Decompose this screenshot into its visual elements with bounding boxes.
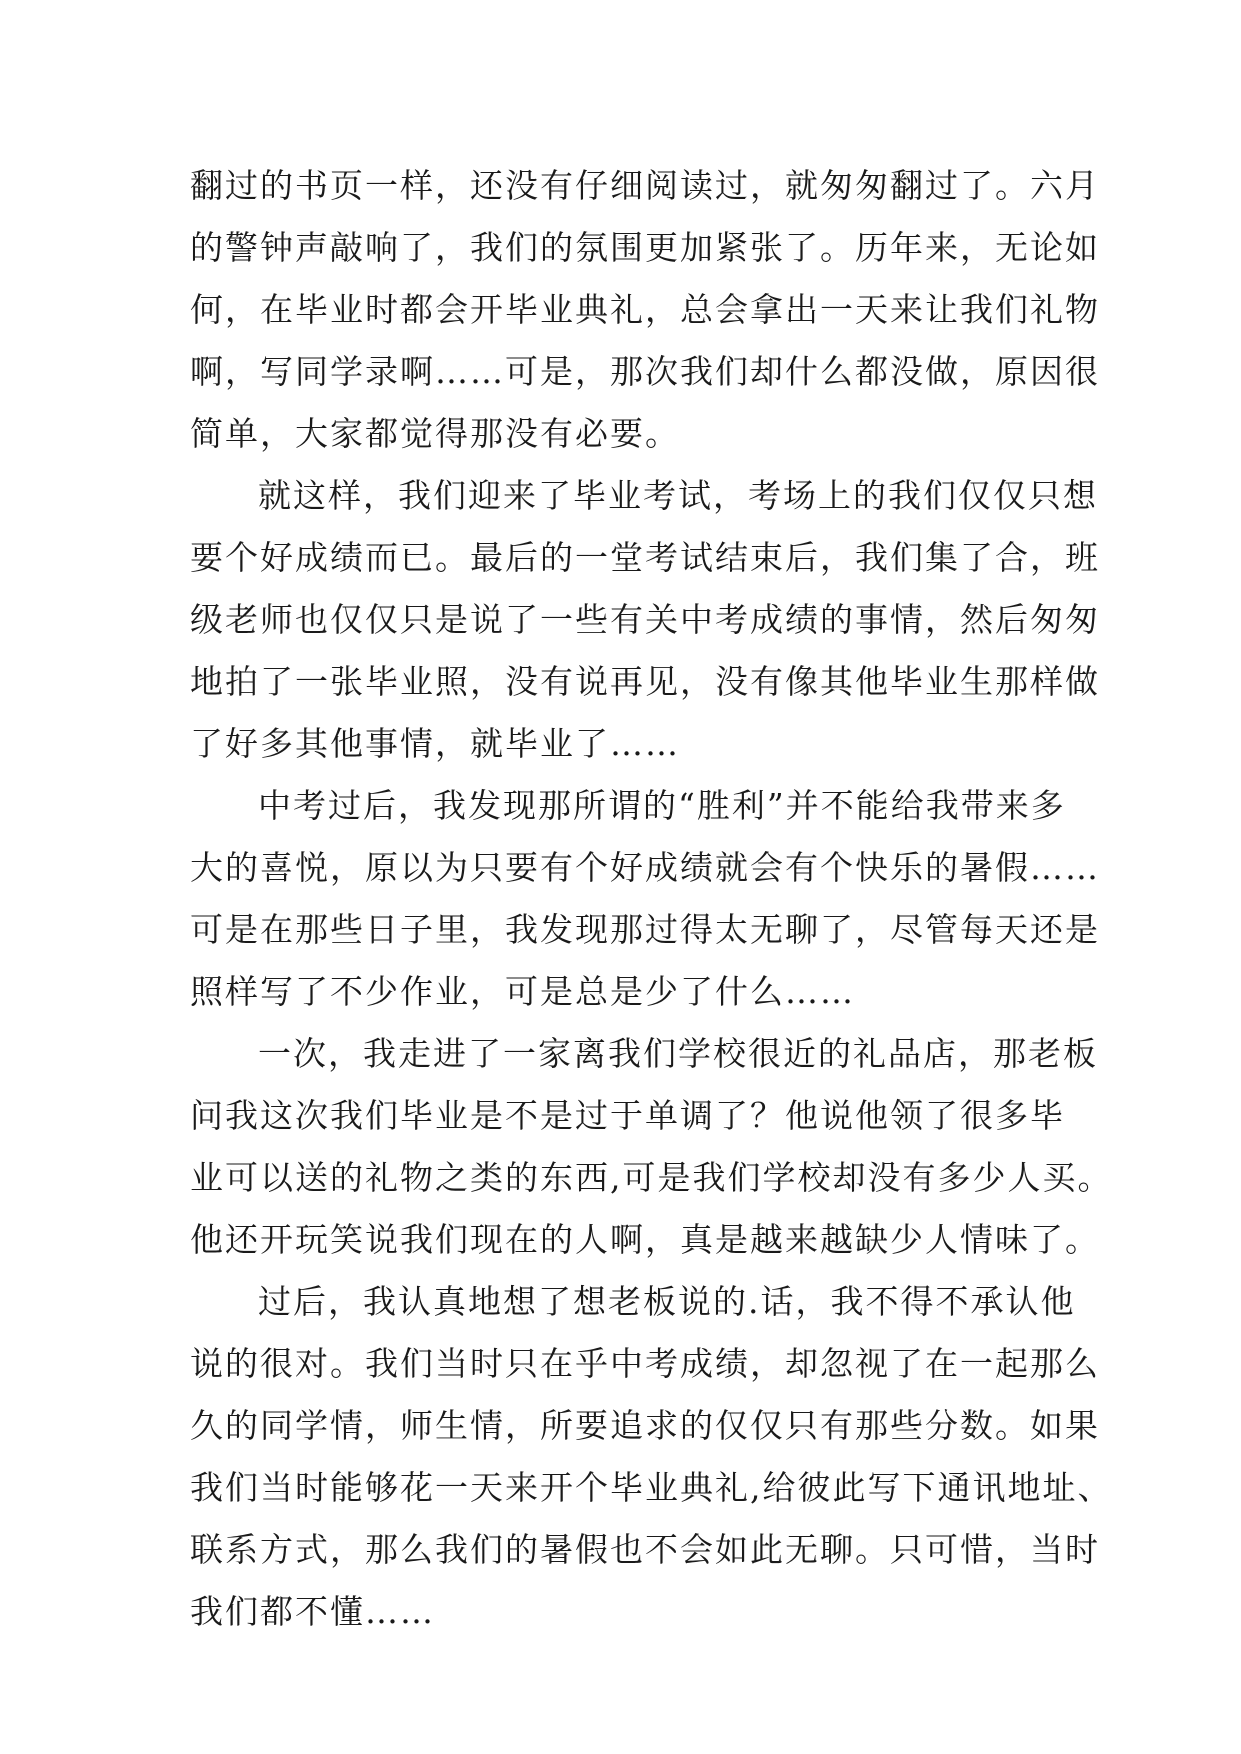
text-line: 联系方式，那么我们的暑假也不会如此无聊。只可惜，当时 bbox=[190, 1530, 1100, 1569]
document-body bbox=[190, 155, 1113, 1643]
text-line: 业可以送的礼物之类的东西,可是我们学校却没有多少人买。 bbox=[190, 1158, 1113, 1197]
text-line: 了好多其他事情，就毕业了…… bbox=[190, 724, 680, 763]
text-line: 照样写了不少作业，可是总是少了什么…… bbox=[190, 972, 855, 1011]
text-line: 一次，我走进了一家离我们学校很近的礼品店，那老板 bbox=[258, 1034, 1098, 1073]
text-line: 他还开玩笑说我们现在的人啊，真是越来越缺少人情味了。 bbox=[190, 1220, 1100, 1259]
paragraph bbox=[190, 1023, 1113, 1271]
text-line: 要个好成绩而已。最后的一堂考试结束后，我们集了合，班 bbox=[190, 538, 1100, 577]
paragraph bbox=[190, 1271, 1113, 1643]
text-line: 何，在毕业时都会开毕业典礼，总会拿出一天来让我们礼物 bbox=[190, 290, 1100, 329]
paragraph bbox=[190, 775, 1100, 1023]
text-line: 可是在那些日子里，我发现那过得太无聊了，尽管每天还是 bbox=[190, 910, 1100, 949]
text-line: 翻过的书页一样，还没有仔细阅读过，就匆匆翻过了。六月 bbox=[190, 166, 1100, 205]
text-line: 地拍了一张毕业照，没有说再见，没有像其他毕业生那样做 bbox=[190, 662, 1100, 701]
text-line: 久的同学情，师生情，所要追求的仅仅只有那些分数。如果 bbox=[190, 1406, 1100, 1445]
text-line: 就这样，我们迎来了毕业考试，考场上的我们仅仅只想 bbox=[258, 476, 1098, 515]
paragraph bbox=[190, 465, 1100, 775]
text-line: 大的喜悦，原以为只要有个好成绩就会有个快乐的暑假…… bbox=[190, 848, 1100, 887]
text-line: 问我这次我们毕业是不是过于单调了？他说他领了很多毕 bbox=[190, 1096, 1065, 1135]
text-line: 我们都不懂…… bbox=[190, 1592, 435, 1631]
text-line: 简单，大家都觉得那没有必要。 bbox=[190, 414, 680, 453]
text-line: 我们当时能够花一天来开个毕业典礼,给彼此写下通讯地址、 bbox=[190, 1468, 1113, 1507]
text-line: 说的很对。我们当时只在乎中考成绩，却忽视了在一起那么 bbox=[190, 1344, 1100, 1383]
text-line: 中考过后，我发现那所谓的“胜利”并不能给我带来多 bbox=[258, 786, 1066, 825]
text-line: 过后，我认真地想了想老板说的.话，我不得不承认他 bbox=[258, 1282, 1076, 1321]
text-line: 的警钟声敲响了，我们的氛围更加紧张了。历年来，无论如 bbox=[190, 228, 1100, 267]
text-line: 啊，写同学录啊……可是，那次我们却什么都没做，原因很 bbox=[190, 352, 1100, 391]
text-line: 级老师也仅仅只是说了一些有关中考成绩的事情，然后匆匆 bbox=[190, 600, 1100, 639]
paragraph bbox=[190, 155, 1100, 465]
